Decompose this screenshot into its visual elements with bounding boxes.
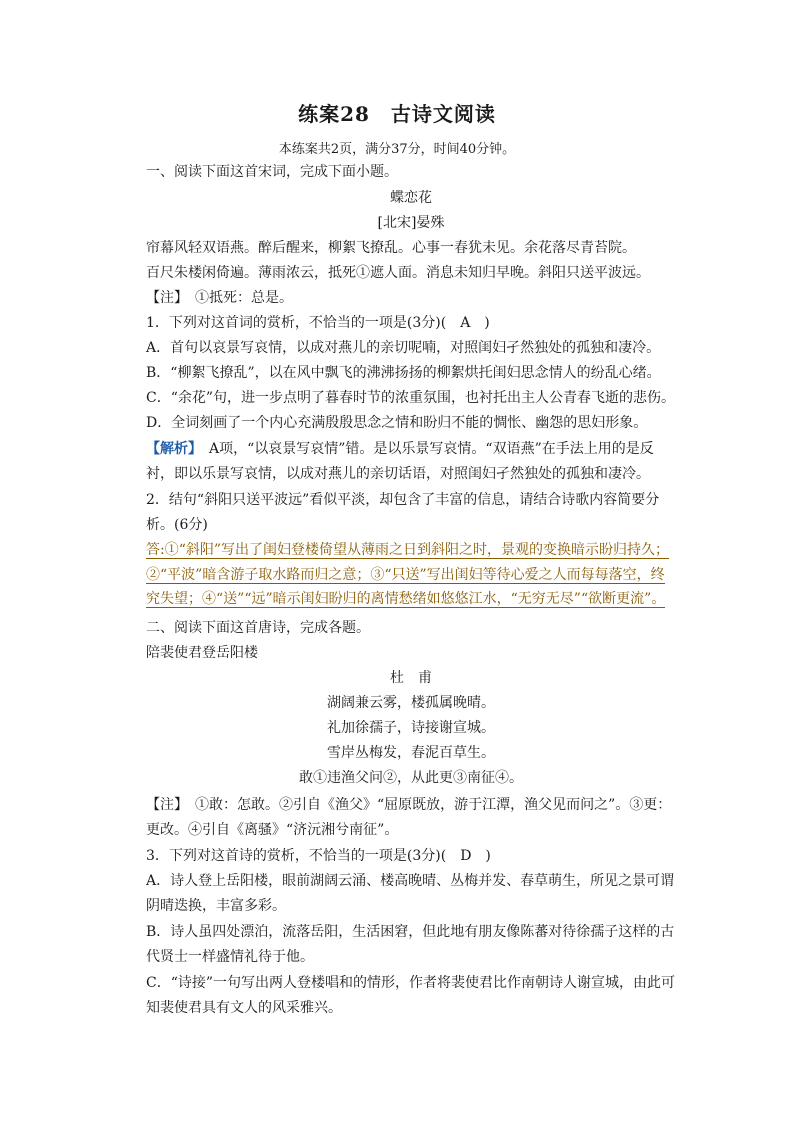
analysis-text: A项，“以哀景写哀情”错。是以乐景写哀情。“双语燕”在手法上用的是反衬，即以乐景写哀情，以成对燕儿的亲切话语，对照闺妇孑然独处的孤独和凄冷。	[146, 441, 654, 482]
q1-option-c: C．“余花”句，进一步点明了暮春时节的浓重氛围，也衬托出主人公青春飞逝的悲伤。	[146, 390, 676, 406]
section1-heading: 一、阅读下面这首宋词，完成下面小题。	[146, 164, 398, 180]
answer-label: 答:	[146, 542, 165, 558]
answer-text: ①“斜阳”写出了闺妇登楼倚望从薄雨之日到斜阳之时，景观的变换暗示盼归持久；②“平波”暗含游子取水路而归之意；③“只送”写出闺妇等待心爱之人而每每落空，终究失望；④“送”“远”暗示闺妇盼归的离情愁绪如悠悠江水，“无穷无尽”“欲断更流”。	[146, 542, 670, 607]
q1-option-d: D．全词刻画了一个内心充满殷殷思念之情和盼归不能的惆怅、幽怨的思妇形象。	[146, 415, 648, 431]
page-title: 练案28 古诗文阅读	[298, 102, 496, 126]
q3-option-a: A．诗人登上岳阳楼，眼前湖阔云涌、楼高晚晴、丛梅并发、春草萌生，所见之景可谓阴晴迭换，丰富多彩。	[146, 873, 675, 914]
poem2-author: 杜 甫	[390, 670, 432, 686]
q2-answer	[146, 538, 676, 612]
q1-analysis	[146, 437, 676, 486]
poem2-note: 【注】 ①敢：怎敢。②引自《渔父》“屈原既放，游于江潭，渔父见而问之”。③更：更改。④引自《离骚》“济沅湘兮南征”。	[146, 797, 672, 838]
poem2-line-4: 敢①违渔父问②，从此更③南征④。	[299, 770, 523, 786]
poem1-line-2: 百尺朱楼闲倚遍。薄雨浓云，抵死①遮人面。消息未知归早晚。斜阳只送平波远。	[146, 265, 650, 281]
poem1-author: [北宋]晏殊	[377, 215, 445, 231]
q1-option-a: A．首句以哀景写哀情，以成对燕儿的亲切呢喃，对照闺妇孑然独处的孤独和凄冷。	[146, 340, 661, 356]
poem1-note: 【注】 ①抵死：总是。	[146, 290, 293, 306]
section2-heading: 二、阅读下面这首唐诗，完成各题。	[146, 620, 370, 636]
q3-option-c: C．“诗接”一句写出两人登楼唱和的情形，作者将裴使君比作南朝诗人谢宣城，由此可知裴使君具有文人的风采雅兴。	[146, 975, 676, 1016]
poem2-title: 陪裴使君登岳阳楼	[146, 645, 258, 661]
poem1-title: 蝶恋花	[390, 190, 432, 206]
poem2-line-3: 雪岸丛梅发，春泥百草生。	[327, 745, 495, 761]
poem2-line-1: 湖阔兼云雾，楼孤属晚晴。	[327, 695, 495, 711]
poem1-line-1: 帘幕风轻双语燕。醉后醒来，柳絮飞撩乱。心事一春犹未见。余花落尽青苔院。	[146, 240, 636, 256]
q3-option-b: B．诗人虽四处漂泊，流落岳阳，生活困窘，但此地有朋友像陈蕃对待徐孺子这样的古代贤士一样盛情礼待于他。	[146, 924, 675, 965]
analysis-label: 【解析】	[146, 441, 195, 457]
q1-option-b: B．“柳絮飞撩乱”，以在风中飘飞的沸沸扬扬的柳絮烘托闺妇思念情人的纷乱心绪。	[146, 365, 661, 381]
q3-stem: 3．下列对这首诗的赏析，不恰当的一项是(3分)( D )	[146, 848, 491, 864]
poem2-line-2: 礼加徐孺子，诗接谢宣城。	[327, 720, 495, 736]
page-subtitle: 本练案共2页，满分37分，时间40分钟。	[278, 142, 516, 157]
q2-stem: 2．结句“斜阳只送平波远”看似平淡，却包含了丰富的信息，请结合诗歌内容简要分析。(6分)	[146, 492, 660, 533]
q1-stem: 1．下列对这首词的赏析，不恰当的一项是(3分)( A )	[146, 315, 490, 331]
